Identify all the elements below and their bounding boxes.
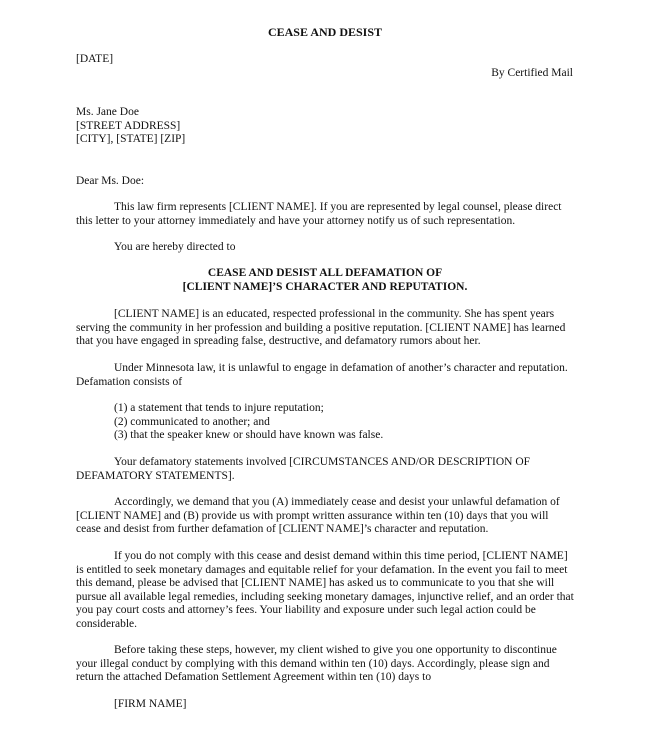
paragraph-representation: This law firm represents [CLIENT NAME]. If you are represented by legal counsel, please direct this letter to your attorney immediately and have your attorney notify us of such representation. <box>76 201 562 227</box>
letter-title: CEASE AND DESIST <box>267 25 383 39</box>
paragraph-statements: Your defamatory statements involved [CIRCUMSTANCES AND/OR DESCRIPTION OF DEFAMATORY STATEMENTS]. <box>76 456 531 482</box>
recipient-street: [STREET ADDRESS] <box>76 119 181 132</box>
demand-heading-line2: [CLIENT NAME]’S CHARACTER AND REPUTATION. <box>182 281 468 293</box>
paragraph-demand: Accordingly, we demand that you (A) immediately cease and desist your unlawful defamation of [CLIENT NAME] and (B) provide us with prompt written assurance within ten (10) days that you will cease and desist from further defamation of [CLIENT NAME]’s character and reputation. <box>76 496 560 535</box>
paragraph-opportunity: Before taking these steps, however, my client wished to give you one opportunity to discontinue your illegal conduct by complying with this demand within ten (10) days. Accordingly, please sign and return the attached Defamation Settlement Agreement within ten (10) days to <box>76 644 557 683</box>
firm-name: [FIRM NAME] <box>114 698 187 710</box>
list-item: (1) a statement that tends to injure reputation; <box>114 402 324 414</box>
paragraph-directed: You are hereby directed to <box>114 241 236 253</box>
defamation-elements-list <box>114 402 383 443</box>
list-item: (2) communicated to another; and <box>114 415 270 428</box>
list-item: (3) that the speaker knew or should have known was false. <box>114 429 384 441</box>
recipient-name: Ms. Jane Doe <box>76 106 139 118</box>
paragraph-law: Under Minnesota law, it is unlawful to engage in defamation of another’s character and reputation. Defamation consists of <box>76 362 568 388</box>
paragraph-consequences: If you do not comply with this cease and desist demand within this time period, [CLIENT NAME] is entitled to seek monetary damages and equitable relief for your defamation. In the event you fail to meet this demand, please be advised that [CLIENT NAME] has asked us to communicate to you that she will pursue all available legal remedies, including seeking monetary damages, injunctive relief, and an order that you pay court costs and attorney’s fees. Your liability and exposure under such legal action could be considerable. <box>76 550 574 630</box>
delivery-method: By Certified Mail <box>491 67 573 79</box>
recipient-city-state-zip: [CITY], [STATE] [ZIP] <box>76 133 186 145</box>
recipient-address <box>76 106 185 147</box>
salutation: Dear Ms. Doe: <box>76 175 145 187</box>
letter-date: [DATE] <box>76 53 114 65</box>
demand-heading-line1: CEASE AND DESIST ALL DEFAMATION OF <box>207 267 443 279</box>
paragraph-client: [CLIENT NAME] is an educated, respected professional in the community. She has spent years serving the community in her profession and building a positive reputation. [CLIENT NAME] has learned that you have engaged in spreading false, destructive, and defamatory rumors about her. <box>76 308 566 347</box>
